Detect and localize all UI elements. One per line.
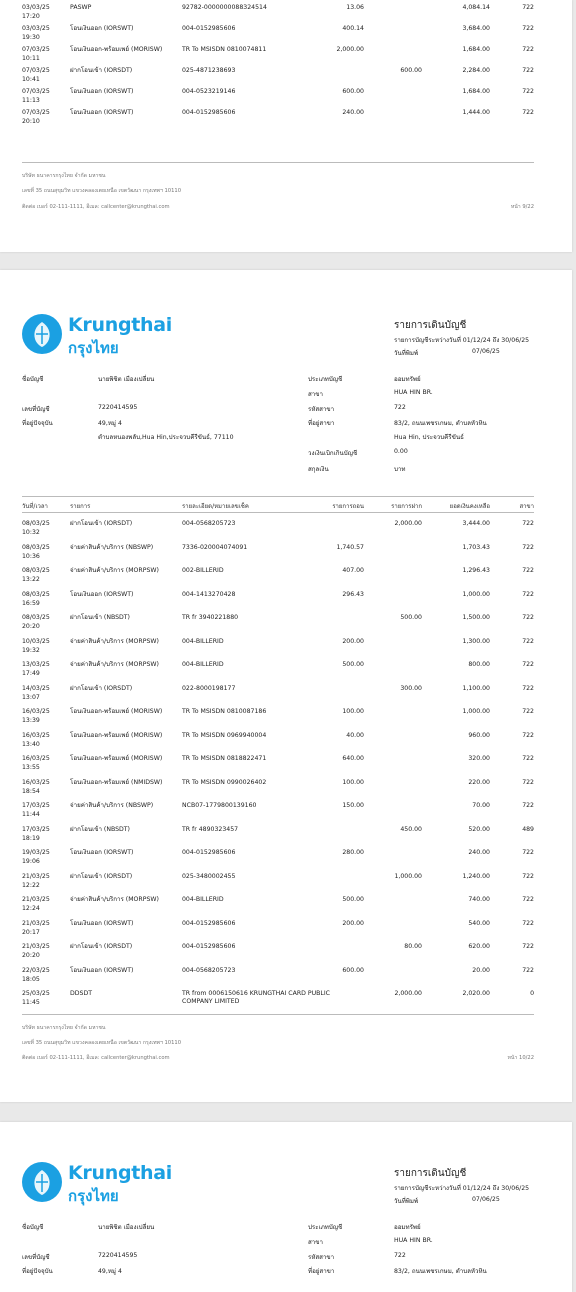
footer-address: เลขที่ 35 ถนนสุขุมวิท แขวงคลองเตยเหนือ เขตวัฒนา กรุงเทพฯ 10110 [22, 1040, 182, 1046]
cell-description: 004-0152985606 [182, 943, 236, 950]
cell-type: โอนเงินออก (IORSWT) [70, 88, 134, 95]
cell-description: TR To MSISDN 0810087186 [182, 708, 267, 715]
cell-branch: 722 [522, 520, 534, 527]
cell-type: ฝากโอนเข้า (IORSDT) [70, 872, 133, 880]
cell-date: 08/03/25 [22, 543, 50, 551]
cell-description: 002-BILLERID [182, 567, 224, 574]
overdraft-label: วงเงินเบิกเกินบัญชี [308, 450, 358, 457]
cell-time: 17:20 [22, 13, 40, 20]
cell-balance: 520.00 [468, 825, 490, 833]
cell-date: 21/03/25 [22, 943, 50, 950]
cell-date: 03/03/25 [22, 4, 50, 11]
cell-withdrawal: 2,000.00 [336, 46, 364, 53]
cell-branch: 722 [522, 109, 534, 116]
cell-date: 08/03/25 [22, 567, 50, 574]
transaction-table-page-10 [22, 520, 534, 1040]
cell-description: 004-BILLERID [182, 661, 224, 668]
cell-withdrawal: 1,740.57 [336, 543, 364, 551]
cell-branch: 722 [522, 802, 534, 809]
branch-address-label: ที่อยู่สาขา [308, 1268, 335, 1275]
cell-time: 13:39 [22, 717, 40, 724]
address-line1: 49,หมู่ 4 [98, 1268, 122, 1275]
cell-balance: 1,296.43 [462, 567, 490, 574]
cell-type: โอนเงินออก-พร้อมเพย์ (MORISW) [70, 731, 163, 739]
cell-description: 004-1413270428 [182, 590, 236, 598]
transaction-table-page-9 [22, 4, 534, 154]
account-no-label: เลขที่บัญชี [22, 1254, 50, 1261]
cell-date: 07/03/25 [22, 88, 50, 95]
cell-description: TR fr 4890323457 [182, 825, 239, 833]
cell-branch: 722 [522, 88, 534, 95]
brand-name-en: Krungthai [68, 314, 172, 336]
cell-balance: 800.00 [468, 661, 490, 668]
account-type-label: ประเภทบัญชี [308, 376, 343, 383]
branch-code: 722 [394, 1252, 406, 1259]
cell-type: โอนเงินออก (IORSWT) [70, 966, 134, 974]
cell-branch: 722 [522, 778, 534, 786]
cell-time: 16:59 [22, 599, 40, 607]
currency: บาท [394, 466, 406, 473]
cell-type: โอนเงินออก-พร้อมเพย์ (MORISW) [70, 46, 163, 53]
cell-withdrawal: 400.14 [342, 25, 364, 32]
cell-withdrawal: 600.00 [342, 88, 364, 95]
cell-balance: 540.00 [468, 919, 490, 927]
print-date: 07/06/25 [472, 348, 500, 355]
cell-type: โอนเงินออก (IORSWT) [70, 849, 134, 856]
cell-time: 19:32 [22, 646, 40, 654]
cell-date: 16/03/25 [22, 778, 50, 786]
cell-description: 004-0152985606 [182, 849, 236, 856]
cell-balance: 1,684.00 [462, 88, 490, 95]
krungthai-bird-icon [22, 1162, 62, 1202]
cell-date: 08/03/25 [22, 614, 50, 621]
cell-branch: 489 [522, 825, 534, 833]
cell-type: จ่ายค่าสินค้า/บริการ (MORPSW) [70, 896, 159, 903]
table-row [22, 849, 534, 873]
branch-code-label: รหัสสาขา [308, 1254, 335, 1261]
cell-withdrawal: 100.00 [342, 778, 364, 786]
cell-date: 03/03/25 [22, 25, 50, 32]
cell-balance: 1,500.00 [462, 614, 490, 621]
cell-type: PASWP [70, 4, 92, 11]
cell-description: TR from 0006150616 KRUNGTHAI CARD PUBLIC COMPANY LIMITED [182, 990, 330, 1005]
cell-type: ฝากโอนเข้า (NBSDT) [70, 614, 130, 621]
cell-time: 17:49 [22, 670, 40, 677]
account-name: นายพิชิต เมืองเปลี่ยน [98, 1224, 155, 1231]
cell-branch: 722 [522, 67, 534, 74]
brand-name-en: Krungthai [68, 1162, 172, 1184]
cell-withdrawal: 640.00 [342, 755, 364, 762]
footer-contact: ติดต่อ เบอร์ 02-111-1111, อีเมล: callcenter@krungthai.com [22, 204, 170, 210]
branch-address-label: ที่อยู่สาขา [308, 420, 335, 427]
account-name-label: ชื่อบัญชี [22, 1224, 44, 1231]
cell-branch: 722 [522, 637, 534, 645]
cell-description: 004-0568205723 [182, 520, 236, 527]
cell-time: 20:10 [22, 118, 40, 125]
cell-date: 17/03/25 [22, 825, 50, 833]
cell-deposit: 1,000.00 [394, 872, 422, 880]
cell-time: 10:41 [22, 76, 40, 83]
cell-time: 11:13 [22, 97, 40, 104]
cell-date: 13/03/25 [22, 661, 50, 668]
cell-deposit: 80.00 [404, 943, 422, 950]
cell-time: 12:24 [22, 905, 40, 912]
table-row [22, 567, 534, 591]
cell-date: 16/03/25 [22, 708, 50, 715]
cell-description: 7336-020004074091 [182, 543, 248, 551]
cell-description: 004-0152985606 [182, 109, 236, 116]
table-row [22, 802, 534, 826]
print-label: วันที่พิมพ์ [394, 1198, 419, 1205]
statement-page-11 [0, 1122, 572, 1292]
cell-withdrawal: 280.00 [342, 849, 364, 856]
currency-label: สกุลเงิน [308, 466, 329, 473]
table-row [22, 732, 534, 756]
cell-date: 19/03/25 [22, 849, 50, 856]
branch-address-line1: 83/2, ถนนเพชรเกษม, ตำบลหัวหิน [394, 420, 487, 427]
branch-label: สาขา [308, 1239, 323, 1246]
branch-name: HUA HIN BR. [394, 389, 433, 396]
table-row [22, 873, 534, 897]
cell-balance: 320.00 [468, 755, 490, 762]
cell-description: 92782-0000000088324514 [182, 4, 267, 11]
cell-withdrawal: 500.00 [342, 661, 364, 668]
account-type-label: ประเภทบัญชี [308, 1224, 343, 1231]
cell-balance: 1,000.00 [462, 590, 490, 598]
cell-balance: 740.00 [468, 896, 490, 903]
cell-date: 07/03/25 [22, 46, 50, 53]
cell-description: 004-BILLERID [182, 637, 224, 645]
statement-page-9 [0, 0, 572, 252]
table-row [22, 544, 534, 568]
branch-code-label: รหัสสาขา [308, 406, 335, 413]
cell-time: 10:36 [22, 552, 40, 560]
cell-date: 21/03/25 [22, 872, 50, 880]
cell-type: โอนเงินออก (IORSWT) [70, 109, 134, 116]
table-row [22, 614, 534, 638]
cell-type: โอนเงินออก (IORSWT) [70, 590, 134, 598]
account-no: 7220414595 [98, 404, 138, 411]
account-no-label: เลขที่บัญชี [22, 406, 50, 413]
statement-title: รายการเดินบัญชี [394, 1168, 467, 1179]
cell-balance: 3,444.00 [462, 520, 490, 527]
cell-description: 004-0152985606 [182, 25, 236, 32]
header-desc: รายละเอียด/หมายเลขเช็ค [182, 503, 249, 510]
cell-date: 16/03/25 [22, 731, 50, 739]
cell-description: 004-BILLERID [182, 896, 224, 903]
cell-withdrawal: 13.06 [346, 4, 364, 11]
branch-address-line1: 83/2, ถนนเพชรเกษม, ตำบลหัวหิน [394, 1268, 487, 1275]
cell-time: 18:19 [22, 834, 40, 842]
branch-code: 722 [394, 404, 406, 411]
cell-withdrawal: 240.00 [342, 109, 364, 116]
cell-type: จ่ายค่าสินค้า/บริการ (MORPSW) [70, 567, 159, 574]
cell-type: ฝากโอนเข้า (IORSDT) [70, 684, 133, 692]
header-balance: ยอดเงินคงเหลือ [449, 503, 490, 510]
address-label: ที่อยู่ปัจจุบัน [22, 420, 53, 427]
cell-date: 17/03/25 [22, 802, 50, 809]
table-row [22, 638, 534, 662]
cell-branch: 722 [522, 755, 534, 762]
cell-balance: 70.00 [472, 802, 490, 809]
cell-time: 20:20 [22, 623, 40, 630]
cell-date: 08/03/25 [22, 520, 50, 527]
cell-date: 22/03/25 [22, 966, 50, 974]
table-row [22, 990, 534, 1014]
cell-type: จ่ายค่าสินค้า/บริการ (NBSWP) [70, 543, 154, 551]
cell-balance: 1,240.00 [462, 872, 490, 880]
header-date: วันที่/เวลา [22, 503, 48, 510]
header-branch: สาขา [519, 503, 534, 510]
table-row [22, 520, 534, 544]
cell-type: โอนเงินออก-พร้อมเพย์ (MORISW) [70, 755, 163, 762]
footer-address: เลขที่ 35 ถนนสุขุมวิท แขวงคลองเตยเหนือ เขตวัฒนา กรุงเทพฯ 10110 [22, 188, 182, 194]
cell-branch: 722 [522, 590, 534, 598]
cell-date: 21/03/25 [22, 919, 50, 927]
cell-type: จ่ายค่าสินค้า/บริการ (NBSWP) [70, 802, 154, 809]
cell-withdrawal: 200.00 [342, 919, 364, 927]
account-name-label: ชื่อบัญชี [22, 376, 44, 383]
cell-branch: 722 [522, 849, 534, 856]
cell-balance: 240.00 [468, 849, 490, 856]
cell-type: โอนเงินออก (IORSWT) [70, 25, 134, 32]
cell-time: 19:30 [22, 34, 40, 41]
account-type: ออมทรัพย์ [394, 376, 421, 383]
cell-time: 12:22 [22, 881, 40, 889]
krungthai-logo [22, 314, 172, 358]
cell-branch: 722 [522, 943, 534, 950]
cell-type: จ่ายค่าสินค้า/บริการ (MORPSW) [70, 637, 159, 645]
branch-label: สาขา [308, 391, 323, 398]
cell-balance: 1,300.00 [462, 637, 490, 645]
cell-deposit: 300.00 [400, 684, 422, 692]
cell-description: TR fr 3940221880 [182, 614, 239, 621]
cell-branch: 722 [522, 661, 534, 668]
cell-time: 18:54 [22, 787, 40, 795]
cell-withdrawal: 407.00 [342, 567, 364, 574]
address-line2: ตำบลหนองพลับ,Hua Hin,ประจวบคีรีขันธ์, 77110 [98, 434, 234, 441]
cell-description: NCB07-1779800139160 [182, 802, 257, 809]
cell-type: ฝากโอนเข้า (NBSDT) [70, 825, 130, 833]
cell-description: 025-4871238693 [182, 67, 236, 74]
cell-description: 004-0152985606 [182, 919, 236, 927]
cell-date: 08/03/25 [22, 590, 50, 598]
cell-balance: 20.00 [472, 966, 490, 974]
table-row [22, 896, 534, 920]
cell-branch: 722 [522, 543, 534, 551]
cell-balance: 4,084.14 [462, 4, 490, 11]
cell-balance: 1,703.43 [462, 543, 490, 551]
cell-type: โอนเงินออก-พร้อมเพย์ (NMIDSW) [70, 778, 163, 786]
address-line1: 49,หมู่ 4 [98, 420, 122, 427]
krungthai-bird-icon [22, 314, 62, 354]
krungthai-logo [22, 1162, 172, 1206]
cell-withdrawal: 600.00 [342, 966, 364, 974]
cell-branch: 722 [522, 731, 534, 739]
cell-deposit: 600.00 [400, 67, 422, 74]
cell-deposit: 2,000.00 [394, 520, 422, 527]
cell-time: 11:45 [22, 999, 40, 1006]
table-row [22, 755, 534, 779]
account-name: นายพิชิต เมืองเปลี่ยน [98, 376, 155, 383]
table-row [22, 685, 534, 709]
cell-time: 13:07 [22, 693, 40, 701]
cell-withdrawal: 500.00 [342, 896, 364, 903]
branch-address-line2: Hua Hin, ประจวบคีรีขันธ์ [394, 434, 464, 441]
cell-balance: 1,684.00 [462, 46, 490, 53]
cell-branch: 0 [530, 990, 534, 997]
cell-description: 022-8000198177 [182, 684, 236, 692]
cell-balance: 1,100.00 [462, 684, 490, 692]
page-number: หน้า 10/22 [507, 1055, 534, 1061]
footer-contact: ติดต่อ เบอร์ 02-111-1111, อีเมล: callcenter@krungthai.com [22, 1055, 170, 1061]
overdraft-limit: 0.00 [394, 448, 408, 455]
cell-branch: 722 [522, 708, 534, 715]
print-label: วันที่พิมพ์ [394, 350, 419, 357]
cell-branch: 722 [522, 614, 534, 621]
address-label: ที่อยู่ปัจจุบัน [22, 1268, 53, 1275]
cell-branch: 722 [522, 46, 534, 53]
cell-date: 16/03/25 [22, 755, 50, 762]
table-row [22, 109, 534, 133]
cell-withdrawal: 40.00 [346, 731, 364, 739]
cell-time: 13:55 [22, 764, 40, 771]
cell-time: 11:44 [22, 811, 40, 818]
cell-date: 14/03/25 [22, 684, 50, 692]
table-row [22, 661, 534, 685]
cell-balance: 3,684.00 [462, 25, 490, 32]
cell-withdrawal: 200.00 [342, 637, 364, 645]
cell-balance: 960.00 [468, 731, 490, 739]
branch-name: HUA HIN BR. [394, 1237, 433, 1244]
cell-branch: 722 [522, 966, 534, 974]
account-type: ออมทรัพย์ [394, 1224, 421, 1231]
cell-balance: 1,444.00 [462, 109, 490, 116]
account-no: 7220414595 [98, 1252, 138, 1259]
cell-time: 10:32 [22, 529, 40, 536]
statement-period: รายการบัญชีระหว่างวันที่ 01/12/24 ถึง 30/06/25 [394, 337, 530, 344]
cell-time: 18:05 [22, 975, 40, 983]
cell-branch: 722 [522, 567, 534, 574]
cell-branch: 722 [522, 4, 534, 11]
cell-deposit: 500.00 [400, 614, 422, 621]
cell-description: TR To MSISDN 0818822471 [182, 755, 267, 762]
cell-type: ฝากโอนเข้า (IORSDT) [70, 943, 133, 950]
cell-withdrawal: 296.43 [342, 590, 364, 598]
cell-description: TR To MSISDN 0990026402 [182, 778, 267, 786]
footer-company: บริษัท ธนาคารกรุงไทย จำกัด มหาชน [22, 1025, 106, 1031]
cell-type: โอนเงินออก (IORSWT) [70, 919, 134, 927]
cell-date: 25/03/25 [22, 990, 50, 997]
cell-time: 20:17 [22, 928, 40, 936]
cell-deposit: 450.00 [400, 825, 422, 833]
header-deposit: รายการฝาก [391, 503, 422, 510]
cell-type: ฝากโอนเข้า (IORSDT) [70, 67, 133, 74]
print-date: 07/06/25 [472, 1196, 500, 1203]
cell-description: 004-0568205723 [182, 966, 236, 974]
statement-page-10 [0, 270, 572, 1102]
header-type: รายการ [70, 503, 91, 510]
cell-withdrawal: 150.00 [342, 802, 364, 809]
cell-balance: 1,000.00 [462, 708, 490, 715]
cell-deposit: 2,000.00 [394, 990, 422, 997]
statement-title: รายการเดินบัญชี [394, 320, 467, 331]
cell-time: 19:06 [22, 858, 40, 865]
cell-description: TR To MSISDN 0969940004 [182, 731, 267, 739]
brand-name-th: กรุงไทย [68, 1187, 119, 1205]
cell-date: 07/03/25 [22, 67, 50, 74]
cell-balance: 2,284.00 [462, 67, 490, 74]
cell-branch: 722 [522, 896, 534, 903]
table-row [22, 826, 534, 850]
cell-balance: 220.00 [468, 778, 490, 786]
table-row [22, 779, 534, 803]
brand-name-th: กรุงไทย [68, 339, 119, 357]
cell-description: 025-3480002455 [182, 872, 236, 880]
cell-date: 21/03/25 [22, 896, 50, 903]
table-row [22, 708, 534, 732]
cell-description: 004-0523219146 [182, 88, 236, 95]
cell-type: จ่ายค่าสินค้า/บริการ (MORPSW) [70, 661, 159, 668]
cell-type: ฝากโอนเข้า (IORSDT) [70, 520, 133, 527]
cell-time: 13:40 [22, 740, 40, 748]
cell-branch: 722 [522, 872, 534, 880]
cell-time: 13:22 [22, 576, 40, 583]
table-row [22, 920, 534, 944]
cell-withdrawal: 100.00 [342, 708, 364, 715]
cell-branch: 722 [522, 25, 534, 32]
table-row [22, 967, 534, 991]
cell-time: 10:11 [22, 55, 40, 62]
footer-company: บริษัท ธนาคารกรุงไทย จำกัด มหาชน [22, 173, 106, 179]
cell-type: DDSDT [70, 990, 93, 997]
table-row [22, 943, 534, 967]
cell-description: TR To MSISDN 0810074811 [182, 46, 267, 53]
statement-period: รายการบัญชีระหว่างวันที่ 01/12/24 ถึง 30/06/25 [394, 1185, 530, 1192]
page-number: หน้า 9/22 [510, 204, 534, 210]
cell-type: โอนเงินออก-พร้อมเพย์ (MORISW) [70, 708, 163, 715]
cell-branch: 722 [522, 919, 534, 927]
cell-time: 20:20 [22, 952, 40, 959]
cell-date: 07/03/25 [22, 109, 50, 116]
table-row [22, 591, 534, 615]
header-withdraw: รายการถอน [332, 503, 364, 510]
cell-branch: 722 [522, 684, 534, 692]
cell-balance: 2,020.00 [462, 990, 490, 997]
cell-date: 10/03/25 [22, 637, 50, 645]
cell-balance: 620.00 [468, 943, 490, 950]
